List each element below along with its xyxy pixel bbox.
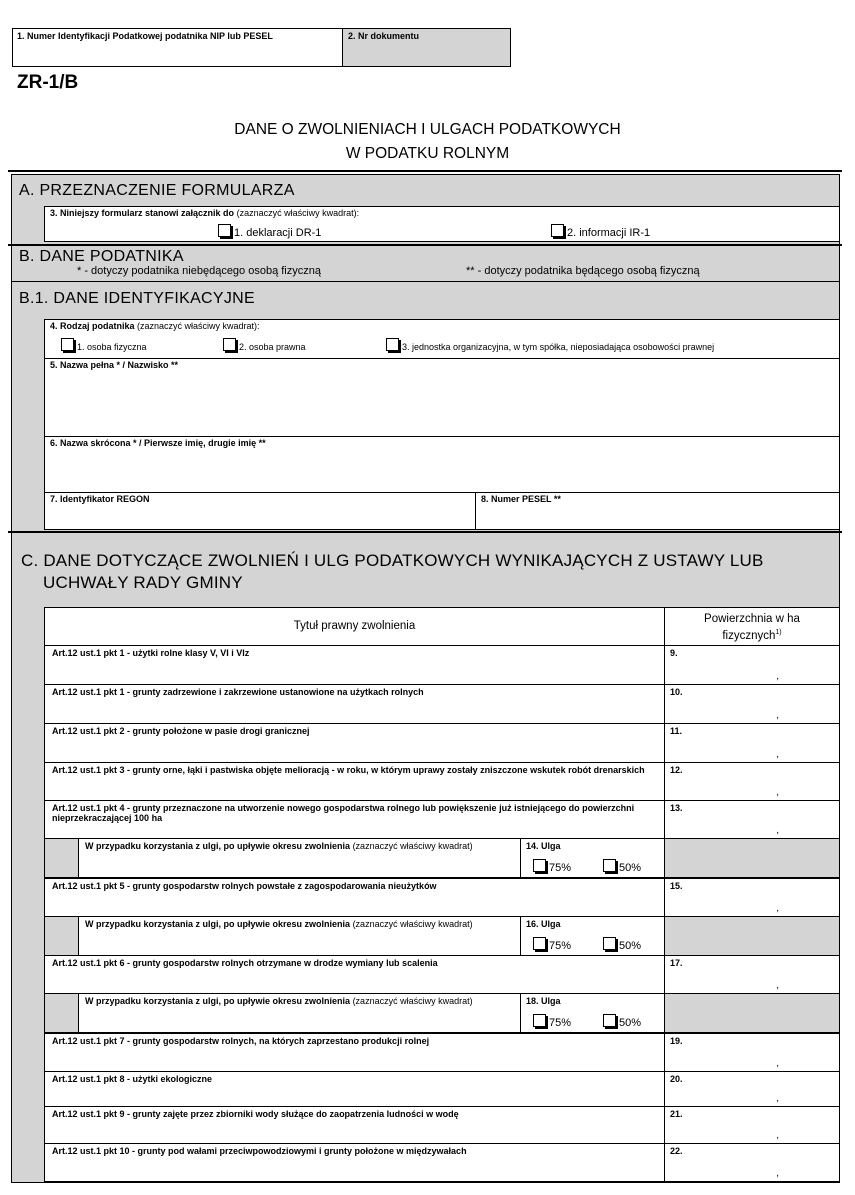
table-row [44,645,665,685]
table-row [44,1033,665,1072]
checkbox-icon[interactable] [603,859,616,872]
field-4-label: 4. Rodzaj podatnika [50,321,135,331]
nip-field[interactable] [12,28,343,67]
area-input[interactable] [664,1033,840,1072]
regon-field[interactable] [44,492,476,530]
field-4 [44,319,840,359]
decimal-comma: , [776,1058,779,1069]
option-organization-label: 3. jednostka organizacyjna, w tym spółka, nieposiadająca osobowości prawnej [402,342,715,352]
doc-number-label: 2. Nr dokumentu [348,31,420,41]
divider [8,531,842,533]
field-number: 9. [670,648,678,658]
ulga-text [79,917,520,931]
full-name-label: 5. Nazwa pełna * / Nazwisko ** [50,360,179,370]
row-legal-title: Art.12 ust.1 pkt 6 - grunty gospodarstw rolnych otrzymane w drodze wymiany lub scalenia [52,958,438,968]
row-legal-title: Art.12 ust.1 pkt 7 - grunty gospodarstw rolnych, na których zaprzestano produkcji rolnej [52,1036,430,1046]
field-number: 22. [670,1146,683,1156]
divider [8,170,842,172]
row-legal-title: Art.12 ust.1 pkt 8 - użytki ekologiczne [52,1074,213,1084]
row-legal-title: Art.12 ust.1 pkt 5 - grunty gospodarstw rolnych powstałe z zagospodarowania nieużytków [52,881,437,891]
option-50-label: 50% [619,1017,642,1029]
ulga-main-text: W przypadku korzystania z ulgi, po upływie okresu zwolnienia [85,996,353,1006]
area-input[interactable] [664,1143,840,1182]
field-3-note: (zaznaczyć właściwy kwadrat): [236,208,360,218]
checkbox-icon[interactable] [551,224,564,237]
option-75[interactable] [533,937,571,952]
field-number: 12. [670,765,683,775]
ulga-label: 14. Ulga [526,841,561,851]
doc-number-field [342,28,511,67]
option-dr1-label: 1. deklaracji DR-1 [234,227,322,239]
pesel-label: 8. Numer PESEL ** [481,494,561,504]
option-ir1[interactable] [551,224,650,239]
page-title [0,118,855,166]
col-area-header: Powierzchnia w ha fizycznych$^{1)}$ [704,613,800,642]
field-4-label-wrap [45,320,839,332]
indent-cell [44,916,79,956]
option-50-label: 50% [619,940,642,952]
ulga-main-text: W przypadku korzystania z ulgi, po upływie okresu zwolnienia [85,841,353,851]
row-legal-title: Art.12 ust.1 pkt 1 - użytki rolne klasy V, VI i VIz [52,648,250,658]
table-row [44,878,665,917]
ulga-choice [520,838,665,878]
field-3 [44,206,840,242]
ulga-choice [520,993,665,1033]
checkbox-icon[interactable] [61,338,74,351]
ulga-text [79,839,520,853]
title-line-2: W PODATKU ROLNYM [345,145,510,162]
ulga-row [78,993,521,1033]
field-number: 11. [670,726,683,736]
field-number: 21. [670,1109,683,1119]
area-input[interactable] [664,723,840,763]
option-75[interactable] [533,859,571,874]
option-natural-person[interactable] [61,338,147,352]
table-row [44,1071,665,1107]
decimal-comma: , [776,1093,779,1104]
pesel-field[interactable] [475,492,840,530]
col-title-header: Tytuł prawny zwolnienia [293,620,416,632]
table-row [44,1106,665,1144]
field-number: 10. [670,687,683,697]
checkbox-icon[interactable] [533,859,546,872]
field-4-note: (zaznaczyć właściwy kwadrat): [137,321,260,331]
option-75[interactable] [533,1014,571,1029]
field-number: 15. [670,881,683,891]
ulga-note: (zaznaczyć właściwy kwadrat) [352,841,473,851]
divider [8,244,842,246]
decimal-comma: , [776,787,779,798]
option-75-label: 75% [549,940,572,952]
area-input[interactable] [664,955,840,994]
ulga-row [78,838,521,878]
option-legal-person-label: 2. osoba prawna [239,342,306,352]
option-75-label: 75% [549,1017,572,1029]
option-ir1-label: 2. informacji IR-1 [567,227,651,239]
ulga-note: (zaznaczyć właściwy kwadrat) [352,996,473,1006]
option-50[interactable] [603,937,641,952]
decimal-comma: , [776,710,779,721]
section-b-note-1: * - dotyczy podatnika niebędącego osobą fizyczną [77,265,321,277]
area-input[interactable] [664,878,840,917]
section-c-title [21,550,764,594]
area-input[interactable] [664,1071,840,1107]
ulga-area-blank [664,993,840,1033]
ulga-text [79,994,520,1008]
checkbox-icon[interactable] [533,1014,546,1027]
nip-label: 1. Numer Identyfikacji Podatkowej podatnika NIP lub PESEL [17,31,273,41]
decimal-comma: , [776,1130,779,1141]
row-legal-title: Art.12 ust.1 pkt 9 - grunty zajęte przez zbiorniki wody służące do zaopatrzenia ludności w wodę [52,1109,459,1119]
option-organization[interactable] [386,338,714,352]
table-row [44,684,665,724]
ulga-row [78,916,521,956]
table-row [44,723,665,763]
option-50[interactable] [603,1014,641,1029]
field-number: 19. [670,1036,683,1046]
short-name-label: 6. Nazwa skrócona * / Pierwsze imię, drugie imię ** [50,438,266,448]
checkbox-icon[interactable] [533,937,546,950]
ulga-choice [520,916,665,956]
row-legal-title: Art.12 ust.1 pkt 4 - grunty przeznaczone na utworzenie nowego gospodarstwa rolnego lub powiększenie już istniejącego do powierzchni nieprzekraczającej 100 ha [52,803,635,823]
indent-cell [44,993,79,1033]
checkbox-icon[interactable] [603,937,616,950]
form-code: ZR-1/B [17,72,79,93]
table-row [44,800,665,839]
table-row [44,955,665,994]
footnote-marker: 1) [775,629,782,636]
table-header-area [664,607,840,646]
area-input[interactable] [664,645,840,685]
decimal-comma: , [776,825,779,836]
area-input[interactable] [664,684,840,724]
option-75-label: 75% [549,862,572,874]
checkbox-icon[interactable] [603,1014,616,1027]
area-input[interactable] [664,1106,840,1144]
table-row [44,762,665,801]
ulga-main-text: W przypadku korzystania z ulgi, po upływie okresu zwolnienia [85,919,353,929]
decimal-comma: , [776,980,779,991]
section-c-title-2: UCHWAŁY RADY GMINY [43,573,243,592]
decimal-comma: , [776,749,779,760]
section-b-title: B. DANE PODATNIKA [19,248,184,265]
table-header-title [44,607,665,646]
checkbox-icon[interactable] [218,224,231,237]
field-number: 13. [670,803,683,813]
ulga-area-blank [664,916,840,956]
row-legal-title: Art.12 ust.1 pkt 3 - grunty orne, łąki i pastwiska objęte melioracją - w roku, w którym uprawy zostały zniszczone wskutek robót drenarskich [52,765,645,775]
short-name-field[interactable] [44,436,840,493]
row-legal-title: Art.12 ust.1 pkt 1 - grunty zadrzewione i zakrzewione ustanowione na użytkach rolnych [52,687,424,697]
area-input[interactable] [664,762,840,801]
checkbox-icon[interactable] [386,338,399,351]
option-dr1[interactable] [218,224,321,239]
row-legal-title: Art.12 ust.1 pkt 2 - grunty położone w pasie drogi granicznej [52,726,310,736]
field-3-label: 3. Niniejszy formularz stanowi załącznik do [50,208,235,218]
field-number: 17. [670,958,683,968]
table-row [44,1143,665,1182]
ulga-area-blank [664,838,840,878]
title-line-1: DANE O ZWOLNIENIACH I ULGACH PODATKOWYCH [234,121,621,138]
option-50[interactable] [603,859,641,874]
divider [11,281,840,282]
section-a-title: A. PRZEZNACZENIE FORMULARZA [19,182,295,199]
option-natural-person-label: 1. osoba fizyczna [77,342,147,352]
ulga-note: (zaznaczyć właściwy kwadrat) [352,919,473,929]
option-legal-person[interactable] [223,338,306,352]
indent-cell [44,838,79,878]
decimal-comma: , [776,1168,779,1179]
option-50-label: 50% [619,862,642,874]
decimal-comma: , [776,903,779,914]
ulga-label: 16. Ulga [526,919,561,929]
checkbox-icon[interactable] [223,338,236,351]
ulga-label: 18. Ulga [526,996,561,1006]
row-legal-title: Art.12 ust.1 pkt 10 - grunty pod wałami przeciwpowodziowymi i grunty położone w międzywałach [52,1146,467,1156]
field-number: 20. [670,1074,683,1084]
area-input[interactable] [664,800,840,839]
section-b1-title: B.1. DANE IDENTYFIKACYJNE [19,290,255,307]
section-b-note-2: ** - dotyczy podatnika będącego osobą fizyczną [466,265,700,277]
full-name-field[interactable] [44,358,840,437]
decimal-comma: , [776,671,779,682]
regon-label: 7. Identyfikator REGON [50,494,150,504]
section-c-title-1: C. DANE DOTYCZĄCE ZWOLNIEŃ I ULG PODATKOWYCH WYNIKAJĄCYCH Z USTAWY LUB [21,551,764,570]
field-3-label-wrap [45,207,839,219]
